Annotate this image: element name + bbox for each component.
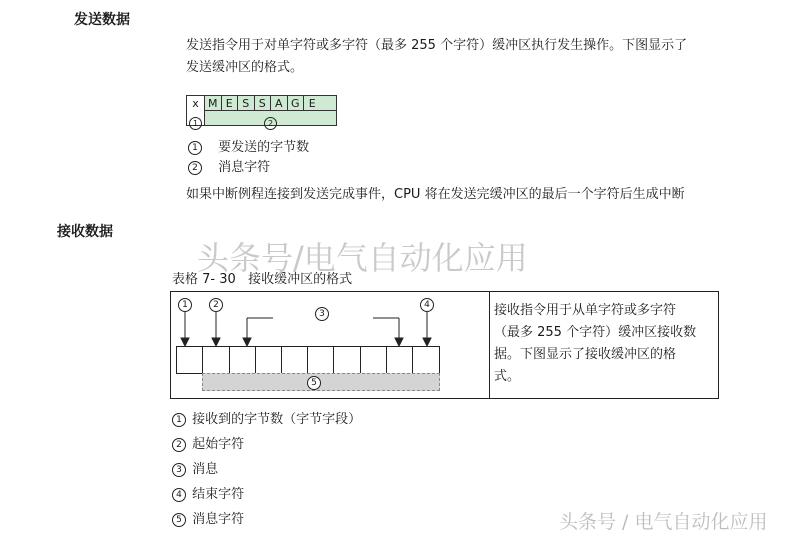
legend-item xyxy=(172,432,361,457)
legend-text: 结束字符 xyxy=(192,487,245,502)
receive-format-table xyxy=(170,291,719,399)
send-label-row xyxy=(186,111,337,126)
legend-number: 1 xyxy=(172,413,186,427)
buffer-cell: S xyxy=(238,96,255,112)
marker-3: 3 xyxy=(315,307,329,321)
buffer-cell xyxy=(203,347,229,373)
description-line: 接收指令用于从单字符或多字符 xyxy=(494,303,677,318)
receive-buffer-row xyxy=(176,346,440,374)
marker-1: 1 xyxy=(178,298,192,312)
send-buffer-diagram xyxy=(186,95,337,129)
marker-4: 4 xyxy=(420,298,434,312)
receive-description xyxy=(494,300,696,388)
buffer-cell xyxy=(177,347,203,373)
legend-item xyxy=(188,158,309,178)
send-buffer-row xyxy=(186,95,337,111)
description-line: 据。下图显示了接收缓冲区的格 xyxy=(494,347,677,362)
buffer-cell xyxy=(229,347,255,373)
count-label-cell xyxy=(187,111,205,128)
buffer-cell: M xyxy=(205,96,222,112)
send-paragraph-line1: 发送指令用于对单字符或多字符（最多 255 个字符）缓冲区执行发生操作。下图显示了 xyxy=(186,38,688,53)
send-heading: 发送数据 xyxy=(74,12,130,28)
legend-item xyxy=(188,138,309,158)
label-number-2: 2 xyxy=(264,117,277,130)
legend-number: 3 xyxy=(172,463,186,477)
legend-number: 2 xyxy=(172,438,186,452)
legend-number: 4 xyxy=(172,488,186,502)
buffer-cell: E xyxy=(222,96,239,112)
description-line: （最多 255 个字符）缓冲区接收数 xyxy=(494,325,697,340)
legend-text: 接收到的字节数（字节字段） xyxy=(192,412,362,427)
send-legend xyxy=(188,138,309,178)
buffer-cell xyxy=(308,347,334,373)
send-interrupt-paragraph: 如果中断例程连接到发送完成事件，CPU 将在发送完缓冲区的最后一个字符后生成中断 xyxy=(186,187,685,202)
legend-item xyxy=(172,407,361,432)
receive-heading: 接收数据 xyxy=(57,224,113,240)
legend-text: 起始字符 xyxy=(192,437,245,452)
buffer-cell xyxy=(256,347,282,373)
label-number-1: 1 xyxy=(189,117,202,130)
legend-text: 要发送的字节数 xyxy=(218,140,310,155)
legend-number: 5 xyxy=(172,513,186,527)
legend-text: 消息字符 xyxy=(218,160,271,175)
watermark-bottom-right: 头条号 / 电气自动化应用 xyxy=(559,511,768,533)
description-line: 式。 xyxy=(494,369,521,384)
buffer-cell: E xyxy=(308,97,316,110)
message-characters-region xyxy=(202,373,440,391)
legend-item xyxy=(172,507,361,532)
table-divider xyxy=(489,292,490,398)
buffer-cell-count: x xyxy=(187,96,205,112)
marker-5: 5 xyxy=(307,376,321,390)
table-caption: 表格 7- 30 接收缓冲区的格式 xyxy=(172,272,353,287)
buffer-cell xyxy=(387,347,413,373)
watermark-center: 头条号/电气自动化应用 xyxy=(197,239,528,277)
legend-item xyxy=(172,457,361,482)
buffer-cell: A xyxy=(271,96,288,112)
marker-2: 2 xyxy=(209,298,223,312)
legend-number: 2 xyxy=(188,161,202,175)
buffer-cell: S xyxy=(255,96,272,112)
buffer-cell xyxy=(360,347,386,373)
send-paragraph-line2: 发送缓冲区的格式。 xyxy=(186,60,304,75)
message-label-cell xyxy=(205,111,336,128)
legend-number: 1 xyxy=(188,141,202,155)
buffer-cell: G xyxy=(288,96,305,112)
buffer-cell xyxy=(334,347,360,373)
legend-text: 消息字符 xyxy=(192,512,245,527)
legend-text: 消息 xyxy=(192,462,219,477)
legend-item xyxy=(172,482,361,507)
buffer-cell xyxy=(413,347,439,373)
receive-legend xyxy=(172,407,361,532)
buffer-cell xyxy=(282,347,308,373)
